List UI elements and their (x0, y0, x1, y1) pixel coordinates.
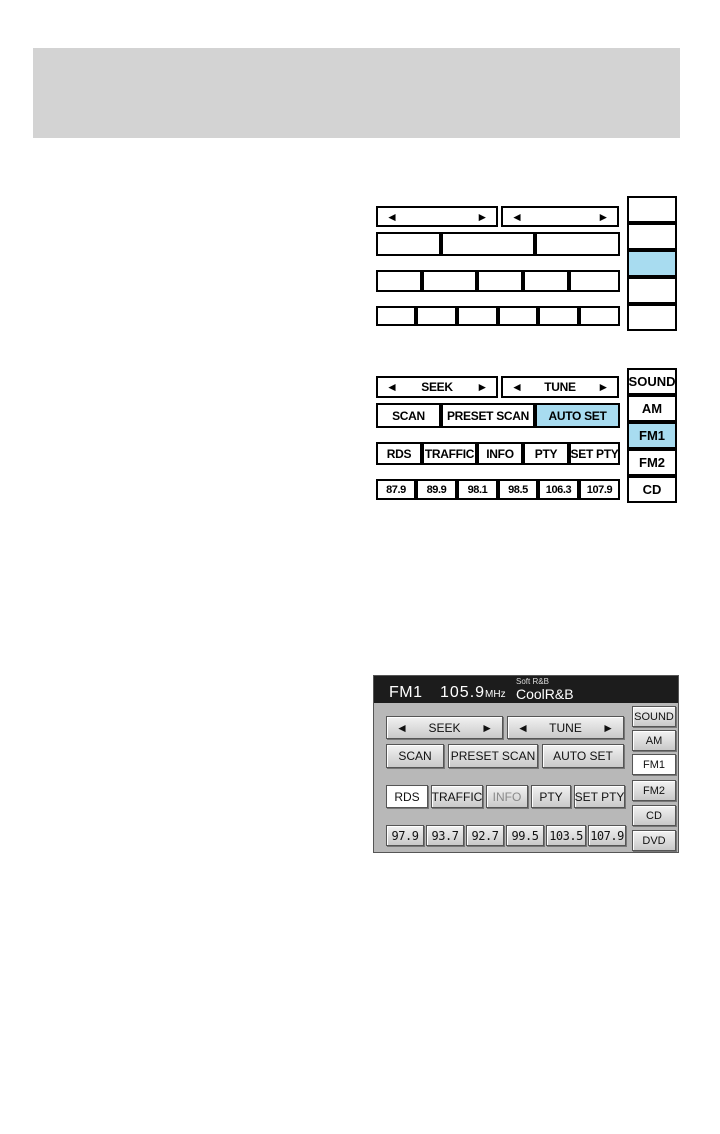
side-button-fm2[interactable]: FM2 (632, 780, 676, 801)
side-button-fm1[interactable]: FM1 (632, 754, 676, 775)
seek-label: SEEK (428, 720, 461, 735)
side-button-am[interactable]: AM (627, 395, 677, 422)
preset-button[interactable]: 87.9 (376, 479, 416, 500)
preset-button[interactable]: 98.1 (457, 479, 498, 500)
side-button-am[interactable]: AM (632, 730, 676, 751)
preset-scan-button[interactable]: PRESET SCAN (448, 744, 538, 768)
traffic-button[interactable] (422, 270, 477, 292)
info-button[interactable]: INFO (477, 442, 523, 465)
side-button-fm1[interactable] (627, 250, 677, 277)
preset-button[interactable]: 89.9 (416, 479, 457, 500)
arrow-right-icon: ► (602, 720, 614, 735)
pty-button[interactable]: PTY (531, 785, 571, 808)
arrow-left-icon: ◄ (511, 380, 523, 394)
rds-button[interactable]: RDS (376, 442, 422, 465)
station-name: CoolR&B (516, 686, 574, 702)
seek-label: SEEK (421, 380, 453, 394)
station-display (374, 676, 678, 703)
preset-button[interactable]: 92.7 (466, 825, 504, 846)
arrow-right-icon: ► (481, 720, 493, 735)
preset-scan-button[interactable] (441, 232, 535, 256)
scan-button[interactable]: SCAN (386, 744, 444, 768)
preset-button[interactable] (538, 306, 579, 326)
preset-button[interactable] (416, 306, 457, 326)
frequency-readout (440, 684, 506, 702)
preset-button[interactable]: 107.9 (588, 825, 626, 846)
preset-button[interactable]: 98.5 (498, 479, 538, 500)
tune-label: TUNE (544, 380, 576, 394)
side-button-sound[interactable]: SOUND (627, 368, 677, 395)
arrow-right-icon: ► (476, 209, 488, 224)
side-button-cd[interactable] (627, 304, 677, 331)
tune-label: TUNE (549, 720, 582, 735)
set-pty-button[interactable]: SET PTY (569, 442, 620, 465)
arrow-left-icon: ◄ (517, 720, 529, 735)
frequency-unit: MHz (485, 689, 506, 700)
side-button-sound[interactable] (627, 196, 677, 223)
seek-button[interactable] (386, 716, 503, 739)
tune-button[interactable] (501, 376, 619, 398)
preset-button[interactable]: 107.9 (579, 479, 620, 500)
pty-button[interactable] (523, 270, 569, 292)
scan-button[interactable]: SCAN (376, 403, 441, 428)
preset-scan-button[interactable]: PRESET SCAN (441, 403, 535, 428)
band-label: FM1 (389, 684, 423, 701)
info-button[interactable]: INFO (486, 785, 528, 808)
preset-button[interactable]: 93.7 (426, 825, 464, 846)
side-button-fm2[interactable]: FM2 (627, 449, 677, 476)
arrow-left-icon: ◄ (386, 209, 398, 224)
preset-button[interactable]: 106.3 (538, 479, 579, 500)
preset-button[interactable]: 97.9 (386, 825, 424, 846)
preset-button[interactable] (579, 306, 620, 326)
radio-panel-labeled (376, 368, 678, 498)
set-pty-button[interactable]: SET PTY (574, 785, 625, 808)
pty-button[interactable]: PTY (523, 442, 569, 465)
side-button-sound[interactable]: SOUND (632, 706, 676, 727)
side-button-fm1[interactable]: FM1 (627, 422, 677, 449)
tune-button[interactable] (507, 716, 624, 739)
radio-touchscreen (373, 675, 679, 853)
preset-button[interactable] (457, 306, 498, 326)
frequency-value: 105.9 (440, 684, 486, 701)
traffic-button[interactable]: TRAFFIC (422, 442, 477, 465)
preset-button[interactable] (498, 306, 538, 326)
preset-button[interactable] (376, 306, 416, 326)
traffic-button[interactable]: TRAFFIC (431, 785, 483, 808)
arrow-right-icon: ► (476, 380, 488, 394)
preset-button[interactable]: 103.5 (546, 825, 586, 846)
auto-set-button[interactable]: AUTO SET (542, 744, 624, 768)
arrow-left-icon: ◄ (386, 380, 398, 394)
side-button-am[interactable] (627, 223, 677, 250)
auto-set-button[interactable]: AUTO SET (535, 403, 620, 428)
page-header-band (33, 48, 680, 138)
side-button-dvd[interactable]: DVD (632, 830, 676, 851)
side-button-cd[interactable]: CD (632, 805, 676, 826)
side-button-cd[interactable]: CD (627, 476, 677, 503)
scan-button[interactable] (376, 232, 441, 256)
preset-button[interactable]: 99.5 (506, 825, 544, 846)
seek-button[interactable] (376, 376, 498, 398)
tune-button[interactable] (501, 206, 619, 227)
side-button-fm2[interactable] (627, 277, 677, 304)
rds-button[interactable] (376, 270, 422, 292)
auto-set-button[interactable] (535, 232, 620, 256)
set-pty-button[interactable] (569, 270, 620, 292)
arrow-right-icon: ► (597, 380, 609, 394)
radio-panel-outline (376, 196, 678, 326)
arrow-right-icon: ► (597, 209, 609, 224)
arrow-left-icon: ◄ (511, 209, 523, 224)
seek-button[interactable] (376, 206, 498, 227)
info-button[interactable] (477, 270, 523, 292)
arrow-left-icon: ◄ (396, 720, 408, 735)
genre-label: Soft R&B (516, 677, 549, 686)
rds-button[interactable]: RDS (386, 785, 428, 808)
